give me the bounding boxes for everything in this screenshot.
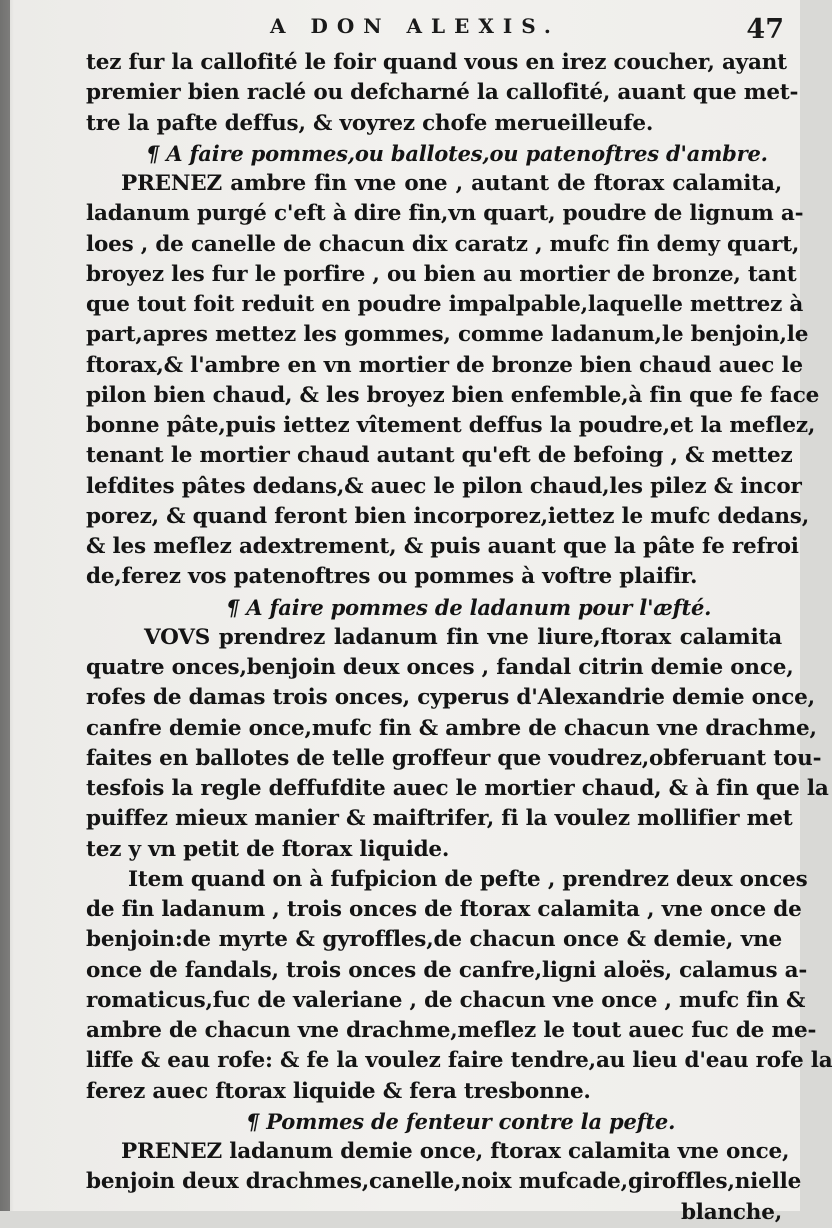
page-gutter-shadow: [0, 0, 10, 1211]
text-line: de,ferez vos patenoftres ou pommes à voftre plaifir.: [86, 564, 698, 590]
text-line: & les meflez adextrement, & puis auant que la pâte fe refroi: [86, 534, 799, 559]
text-line: lefdites pâtes dedans,& auec le pilon chaud,les pilez & incor: [86, 473, 802, 499]
text-line: porez, & quand feront bien incorporez,iettez le mufc dedans,: [86, 503, 809, 529]
section-heading: ¶ Pommes de fenteur contre la pefte.: [246, 1108, 676, 1134]
text-line: benjoin:de myrte & gyroffles,de chacun once & demie, vne: [86, 927, 782, 953]
text-line: que tout foit reduit en poudre impalpable,laquelle mettrez à: [86, 292, 804, 317]
text-line: bonne pâte,puis iettez vîtement deffus la poudre,et la meflez,: [86, 413, 816, 438]
text-line: puiffez mieux manier & maiftrifer, fi la voulez mollifier met: [86, 806, 793, 832]
text-line: tesfois la regle deffufdite auec le mortier chaud, & à fin que la: [86, 776, 829, 801]
text-line: quatre onces,benjoin deux onces , fandal citrin demie once,: [86, 655, 794, 680]
text-line: ambre de chacun vne drachme,meflez le tout auec fuc de me-: [86, 1018, 817, 1043]
text-line: VOVS prendrez ladanum fin vne liure,ftorax calamita: [144, 624, 782, 650]
text-line: once de fandals, trois onces de canfre,ligni aloës, calamus a-: [86, 957, 808, 983]
text-block: [86, 48, 832, 1228]
text-line: rofes de damas trois onces, cyperus d'Alexandrie demie once,: [86, 685, 815, 711]
text-line: de fin ladanum , trois onces de ftorax calamita , vne once de: [86, 897, 802, 922]
text-line: ladanum purgé c'eft à dire fin,vn quart, poudre de lignum a-: [86, 201, 804, 227]
section-heading: ¶ A faire pommes,ou ballotes,ou patenoftres d'ambre.: [146, 140, 768, 166]
text-line: broyez les fur le porfire , ou bien au mortier de bronze, tant: [86, 261, 797, 287]
text-line: PRENEZ ladanum demie once, ftorax calamita vne once,: [121, 1139, 790, 1164]
text-line: canfre demie once,mufc fin & ambre de chacun vne drachme,: [86, 715, 817, 741]
text-line: romaticus,fuc de valeriane , de chacun vne once , mufc fin &: [86, 987, 806, 1013]
text-line: loes , de canelle de chacun dix caratz , mufc fin demy quart,: [86, 231, 800, 257]
page-number: 47: [746, 14, 784, 45]
text-line: liffe & eau rofe: & fe la voulez faire tendre,au lieu d'eau rofe la: [86, 1048, 832, 1074]
text-line: tre la pafte deffus, & voyrez chofe merueilleufe.: [86, 110, 654, 136]
text-line: tenant le mortier chaud autant qu'eft de befoing , & mettez: [86, 443, 793, 469]
text-line: benjoin deux drachmes,canelle,noix mufcade,giroffles,nielle: [86, 1169, 802, 1195]
text-line: tez fur la callofité le foir quand vous en irez coucher, ayant: [86, 50, 787, 75]
text-line: pilon bien chaud, & les broyez bien enfemble,à fin que fe face: [86, 382, 820, 408]
running-head: A DON ALEXIS.: [270, 14, 560, 38]
text-line: ferez auec ftorax liquide & fera tresbonne.: [86, 1078, 591, 1104]
section-heading: ¶ A faire pommes de ladanum pour l'æfté.: [226, 594, 712, 620]
text-line: faites en ballotes de telle groffeur que voudrez,obferuant tou-: [86, 745, 822, 771]
text-line: blanche,: [680, 1199, 782, 1225]
text-line: PRENEZ ambre fin vne one , autant de ftorax calamita,: [121, 171, 782, 196]
text-line: premier bien raclé ou defcharné la callofité, auant que met-: [86, 80, 799, 106]
text-line: tez y vn petit de ftorax liquide.: [86, 836, 450, 862]
text-line: Item quand on à fufpicion de pefte , prendrez deux onces: [128, 866, 808, 892]
text-line: ftorax,& l'ambre en vn mortier de bronze bien chaud auec le: [86, 352, 803, 378]
text-line: part,apres mettez les gommes, comme ladanum,le benjoin,le: [86, 322, 809, 348]
